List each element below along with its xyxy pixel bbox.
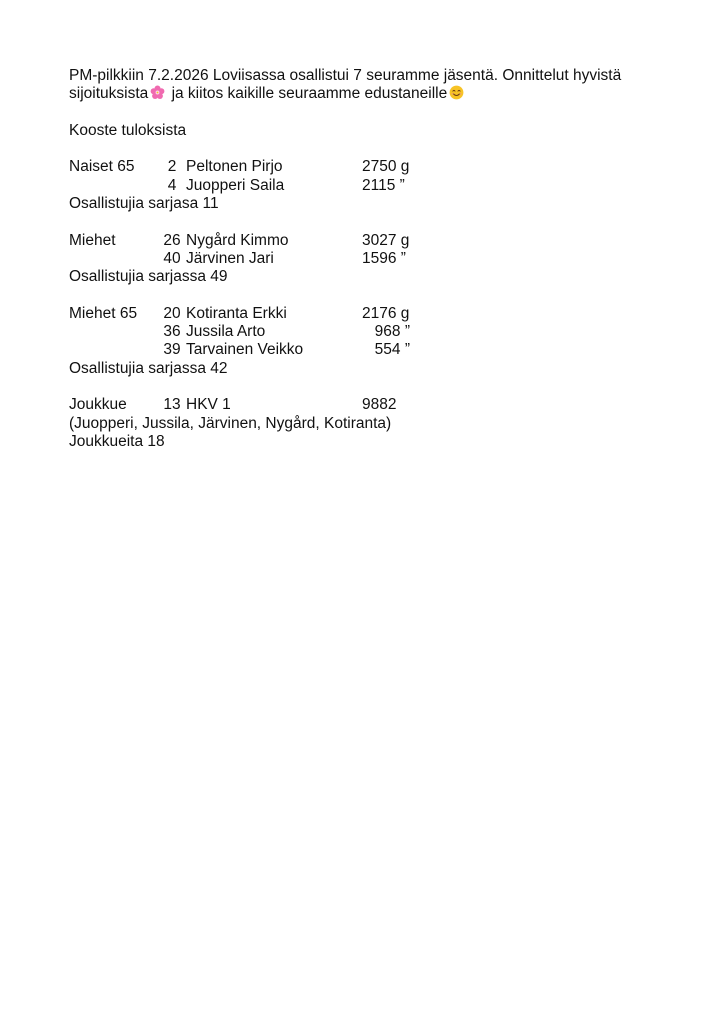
category-name: Naiset 65: [69, 158, 135, 176]
category-name: Miehet 65: [69, 304, 138, 322]
rank: 40: [163, 249, 181, 267]
catch-weight: 2176 g: [362, 304, 410, 322]
competitor-name: Nygård Kimmo: [186, 231, 289, 249]
intro-line-1: PM-pilkkiin 7.2.2026 Loviisassa osallistui 7 seuramme jäsentä. Onnittelut hyvistä: [69, 67, 622, 84]
rank: 2: [167, 158, 177, 176]
document-body: [69, 67, 669, 451]
rank: 39: [163, 341, 181, 359]
team-count: Joukkueita 18: [69, 432, 165, 450]
intro-text-a: sijoituksista: [69, 85, 149, 103]
competitor-name: Tarvainen Veikko: [186, 341, 304, 359]
result-row: [69, 177, 669, 195]
participant-count: Osallistujia sarjassa 49: [69, 268, 228, 286]
competitor-name: Kotiranta Erkki: [186, 304, 287, 322]
competitor-name: Peltonen Pirjo: [186, 158, 283, 176]
catch-weight: 968 ”: [374, 323, 410, 341]
team-name: HKV 1: [186, 396, 231, 414]
intro-text-b: ja kiitos kaikille seuraamme edustaneille: [171, 85, 448, 103]
catch-weight: 2750 g: [362, 158, 410, 176]
result-row: [69, 158, 669, 176]
catch-weight: 554 ”: [374, 341, 410, 359]
catch-weight: 3027 g: [362, 231, 410, 249]
result-row: [69, 250, 669, 268]
team-label: Joukkue: [69, 396, 127, 414]
competitor-name: Juopperi Saila: [186, 176, 285, 194]
competitor-name: Jussila Arto: [186, 323, 266, 341]
rank: 20: [163, 304, 181, 322]
rank: 26: [163, 231, 181, 249]
rank: 4: [167, 176, 177, 194]
catch-weight: 2115 ”: [362, 176, 405, 194]
team-result-row: [69, 396, 669, 414]
team-rank: 13: [163, 396, 181, 414]
result-row: [69, 232, 669, 250]
summary-heading: Kooste tuloksista: [69, 121, 187, 139]
participant-count: Osallistujia sarjasa 11: [69, 195, 219, 213]
team-score: 9882: [362, 396, 397, 414]
competitor-name: Järvinen Jari: [186, 249, 274, 267]
cherry-blossom-icon: [150, 85, 165, 100]
result-row: [69, 305, 669, 323]
participant-count: Osallistujia sarjassa 42: [69, 359, 228, 377]
result-row: [69, 341, 669, 359]
smiling-face-icon: [449, 85, 464, 100]
intro-line-2: [69, 85, 669, 103]
result-row: [69, 323, 669, 341]
category-name: Miehet: [69, 231, 116, 249]
team-members: (Juopperi, Jussila, Järvinen, Nygård, Kotiranta): [69, 414, 392, 432]
rank: 36: [163, 323, 181, 341]
catch-weight: 1596 ”: [362, 249, 406, 267]
